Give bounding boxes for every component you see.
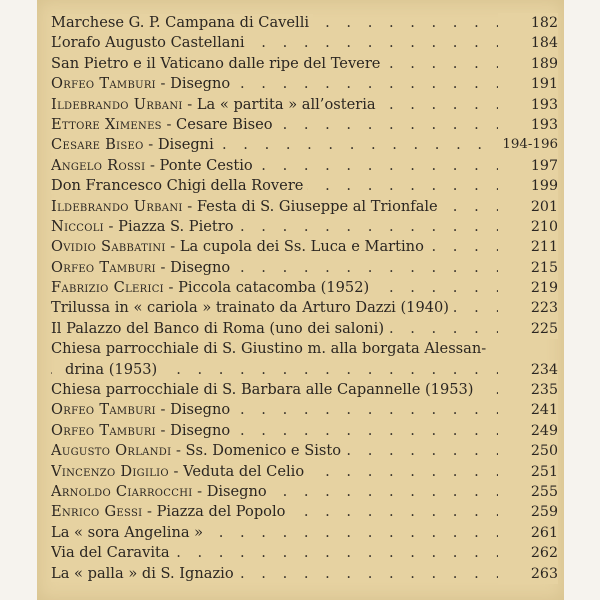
entry-page: 194-196: [494, 135, 558, 155]
toc-entry: [51, 237, 558, 257]
entry-page: 235: [498, 380, 558, 400]
toc-entry: [51, 543, 558, 563]
entry-page: 211: [498, 237, 558, 257]
entry-title: Chiesa parrocchiale di S. Barbara alle Capannelle (1953): [51, 381, 474, 399]
toc-entry: [51, 380, 558, 400]
entry-author: Angelo Rossi: [51, 156, 146, 174]
book-page: [37, 0, 564, 600]
entry-page: 201: [498, 197, 558, 217]
toc-entry: [51, 441, 558, 461]
entry-page: 261: [498, 523, 558, 543]
toc-entry: [51, 502, 558, 522]
toc-entry: [51, 197, 558, 217]
entry-title: - Piccola catacomba (1952): [163, 279, 370, 297]
toc-entry: [51, 176, 558, 196]
entry-author: Ettore Ximenes: [51, 115, 162, 133]
toc-entry: [51, 339, 558, 380]
entry-page: 184: [498, 33, 558, 53]
entry-page: 182: [498, 13, 558, 33]
entry-page: 189: [498, 54, 558, 74]
entry-title: La « sora Angelina »: [51, 523, 204, 541]
entry-page: 255: [498, 482, 558, 502]
entry-author: Ovidio Sabbatini: [51, 238, 166, 256]
table-of-contents: [51, 13, 558, 584]
entry-author: Vincenzo Digilio: [51, 462, 169, 480]
entry-author: Orfeo Tamburi: [51, 258, 156, 276]
entry-title: Trilussa in « cariola » trainato da Arturo Dazzi (1940): [51, 299, 449, 317]
toc-entry: [51, 115, 558, 135]
entry-title: - Disegno: [155, 75, 231, 93]
toc-entry: [51, 54, 558, 74]
toc-entry: [51, 482, 558, 502]
toc-entry: [51, 258, 558, 278]
entry-author: Orfeo Tamburi: [51, 421, 156, 439]
entry-title: L’orafo Augusto Castellani: [51, 34, 245, 52]
entry-title: Chiesa parrocchiale di S. Giustino m. alla borgata Alessan-: [51, 340, 487, 358]
entry-author: Fabrizio Clerici: [51, 279, 164, 297]
toc-entry: [51, 319, 558, 339]
toc-entry: [51, 523, 558, 543]
entry-title: - Cesare Biseo: [161, 115, 273, 133]
entry-title: - La « partita » all’osteria: [182, 95, 376, 113]
entry-title: - Disegno: [155, 401, 231, 419]
entry-title: Don Francesco Chigi della Rovere: [51, 177, 304, 195]
entry-page: 193: [498, 95, 558, 115]
entry-page: 262: [498, 543, 558, 563]
toc-entry: [51, 33, 558, 53]
entry-title: - Disegni: [143, 136, 214, 154]
entry-author: Niccoli: [51, 217, 104, 235]
entry-page: 193: [498, 115, 558, 135]
entry-title: - Ss. Domenico e Sisto: [171, 442, 342, 460]
entry-page: 199: [498, 176, 558, 196]
entry-page: 223: [498, 298, 558, 318]
entry-author: Orfeo Tamburi: [51, 75, 156, 93]
entry-title: Marchese G. P. Campana di Cavelli: [51, 14, 310, 31]
toc-entry: [51, 400, 558, 420]
entry-author: Cesare Biseo: [51, 136, 144, 154]
toc-entry: [51, 298, 558, 318]
entry-author: Ildebrando Urbani: [51, 95, 183, 113]
entry-author: Augusto Orlandi: [51, 442, 172, 460]
entry-page: 249: [498, 421, 558, 441]
entry-title: - Disegno: [192, 483, 267, 500]
entry-title: La « palla » di S. Ignazio: [51, 564, 234, 582]
entry-author: Enrico Gessi: [51, 503, 143, 521]
entry-page: 215: [498, 258, 558, 278]
entry-title: Il Palazzo del Banco di Roma (uno dei saloni): [51, 319, 385, 337]
entry-title: - Festa di S. Giuseppe al Trionfale: [182, 197, 438, 215]
entry-page: 263: [498, 564, 558, 584]
entry-title: - Piazza del Popolo: [142, 503, 286, 521]
entry-title: - Piazza S. Pietro: [103, 217, 234, 235]
entry-title: - La cupola dei Ss. Luca e Martino: [165, 238, 424, 256]
entry-page: 241: [498, 400, 558, 420]
toc-entry: [51, 135, 558, 155]
entry-title: - Disegno: [155, 258, 231, 276]
entry-title: - Disegno: [155, 421, 231, 439]
toc-entry: [51, 421, 558, 441]
entry-page: 234: [498, 360, 558, 380]
entry-page: 191: [498, 74, 558, 94]
entry-author: Arnoldo Ciarrocchi: [51, 483, 193, 500]
entry-page: 251: [498, 462, 558, 482]
toc-entry: [51, 74, 558, 94]
entry-title-continued: drina (1953): [65, 360, 158, 378]
entry-page: 225: [498, 319, 558, 339]
entry-title: Via del Caravita: [51, 544, 170, 562]
entry-title: - Ponte Cestio: [145, 156, 253, 174]
toc-entry: [51, 217, 558, 237]
toc-entry: [51, 156, 558, 176]
entry-author: Orfeo Tamburi: [51, 401, 156, 419]
toc-entry: [51, 278, 558, 298]
toc-entry: [51, 95, 558, 115]
entry-page: 219: [498, 278, 558, 298]
entry-title: San Pietro e il Vaticano dalle ripe del Tevere: [51, 54, 381, 72]
entry-page: 259: [498, 502, 558, 522]
entry-page: 197: [498, 156, 558, 176]
entry-title: - Veduta del Celio: [168, 462, 305, 480]
entry-author: Ildebrando Urbani: [51, 197, 183, 215]
entry-page: 250: [498, 441, 558, 461]
toc-entry: [51, 564, 558, 584]
entry-page: 210: [498, 217, 558, 237]
toc-entry: [51, 13, 558, 33]
toc-entry: [51, 462, 558, 482]
